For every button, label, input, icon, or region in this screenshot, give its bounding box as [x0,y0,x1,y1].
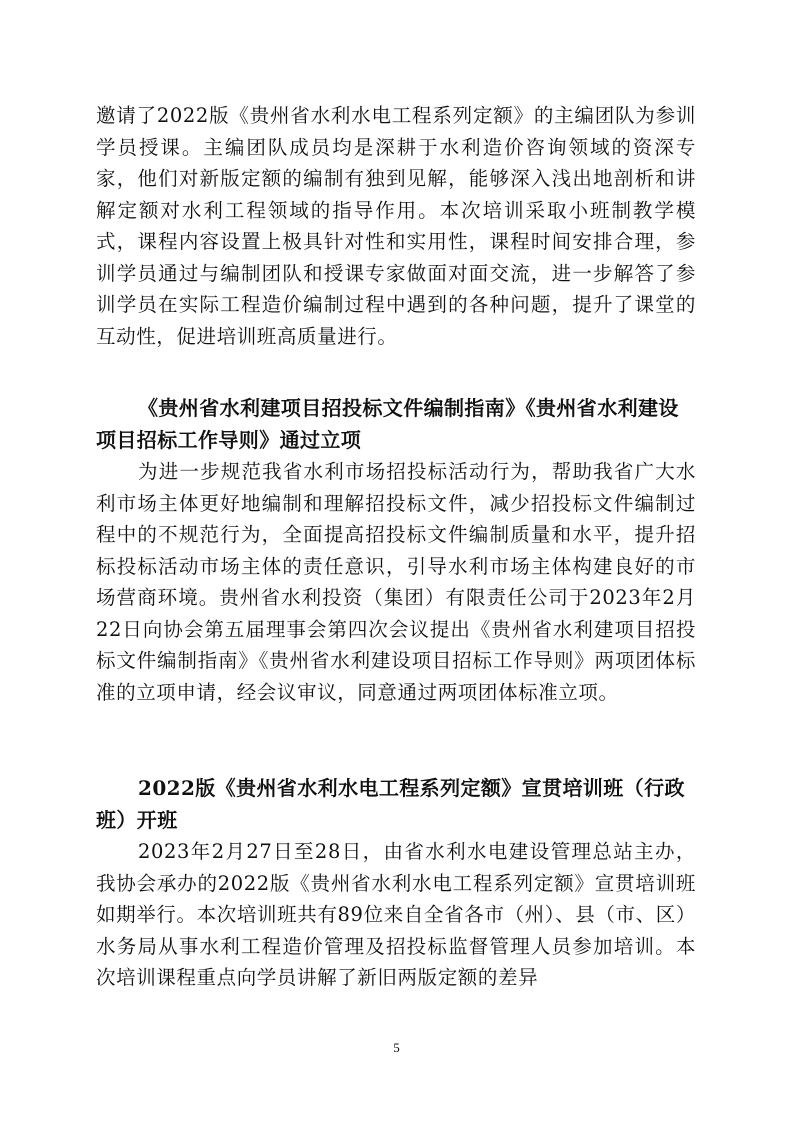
paragraph-bidding-standards: 为进一步规范我省水利市场招投标活动行为，帮助我省广大水利市场主体更好地编制和理解招投标文件，减少招投标文件编制过程中的不规范行为，全面提高招投标文件编制质量和水平，提升招标投标活动市场主体的责任意识，引导水利市场主体构建良好的市场营商环境。贵州省水利投资（集团）有限责任公司于2023年2月22日向协会第五届理事会第四次会议提出《贵州省水利建项目招投标文件编制指南》《贵州省水利建设项目招标工作导则》两项团体标准的立项申请，经会议审议，同意通过两项团体标准立项。 [96,460,696,704]
section-heading-bidding-standards: 《贵州省水利建项目招投标文件编制指南》《贵州省水利建设项目招标工作导则》通过立项 [96,396,679,452]
paragraph-training-continuation: 邀请了2022版《贵州省水利水电工程系列定额》的主编团队为参训学员授课。主编团队成员均是深耕于水利造价咨询领域的资深专家，他们对新版定额的编制有独到见解，能够深入浅出地剖析和讲解定额对水利工程领域的指导作用。本次培训采取小班制教学模式，课程内容设置上极具针对性和实用性，课程时间安排合理，参训学员通过与编制团队和授课专家做面对面交流，进一步解答了参训学员在实际工程造价编制过程中遇到的各种问题，提升了课堂的互动性，促进培训班高质量进行。 [96,104,696,348]
paragraph-quota-training: 2023年2月27日至28日，由省水利水电建设管理总站主办，我协会承办的2022版《贵州省水利水电工程系列定额》宣贯培训班如期举行。本次培训班共有89位来自全省各市（州）、县（市、区）水务局从事水利工程造价管理及招投标监督管理人员参加培训。本次培训课程重点向学员讲解了新旧两版定额的差异 [96,840,696,989]
section-heading-quota-training: 2022版《贵州省水利水电工程系列定额》宣贯培训班（行政班）开班 [96,776,685,832]
page-number: 5 [393,1040,400,1055]
